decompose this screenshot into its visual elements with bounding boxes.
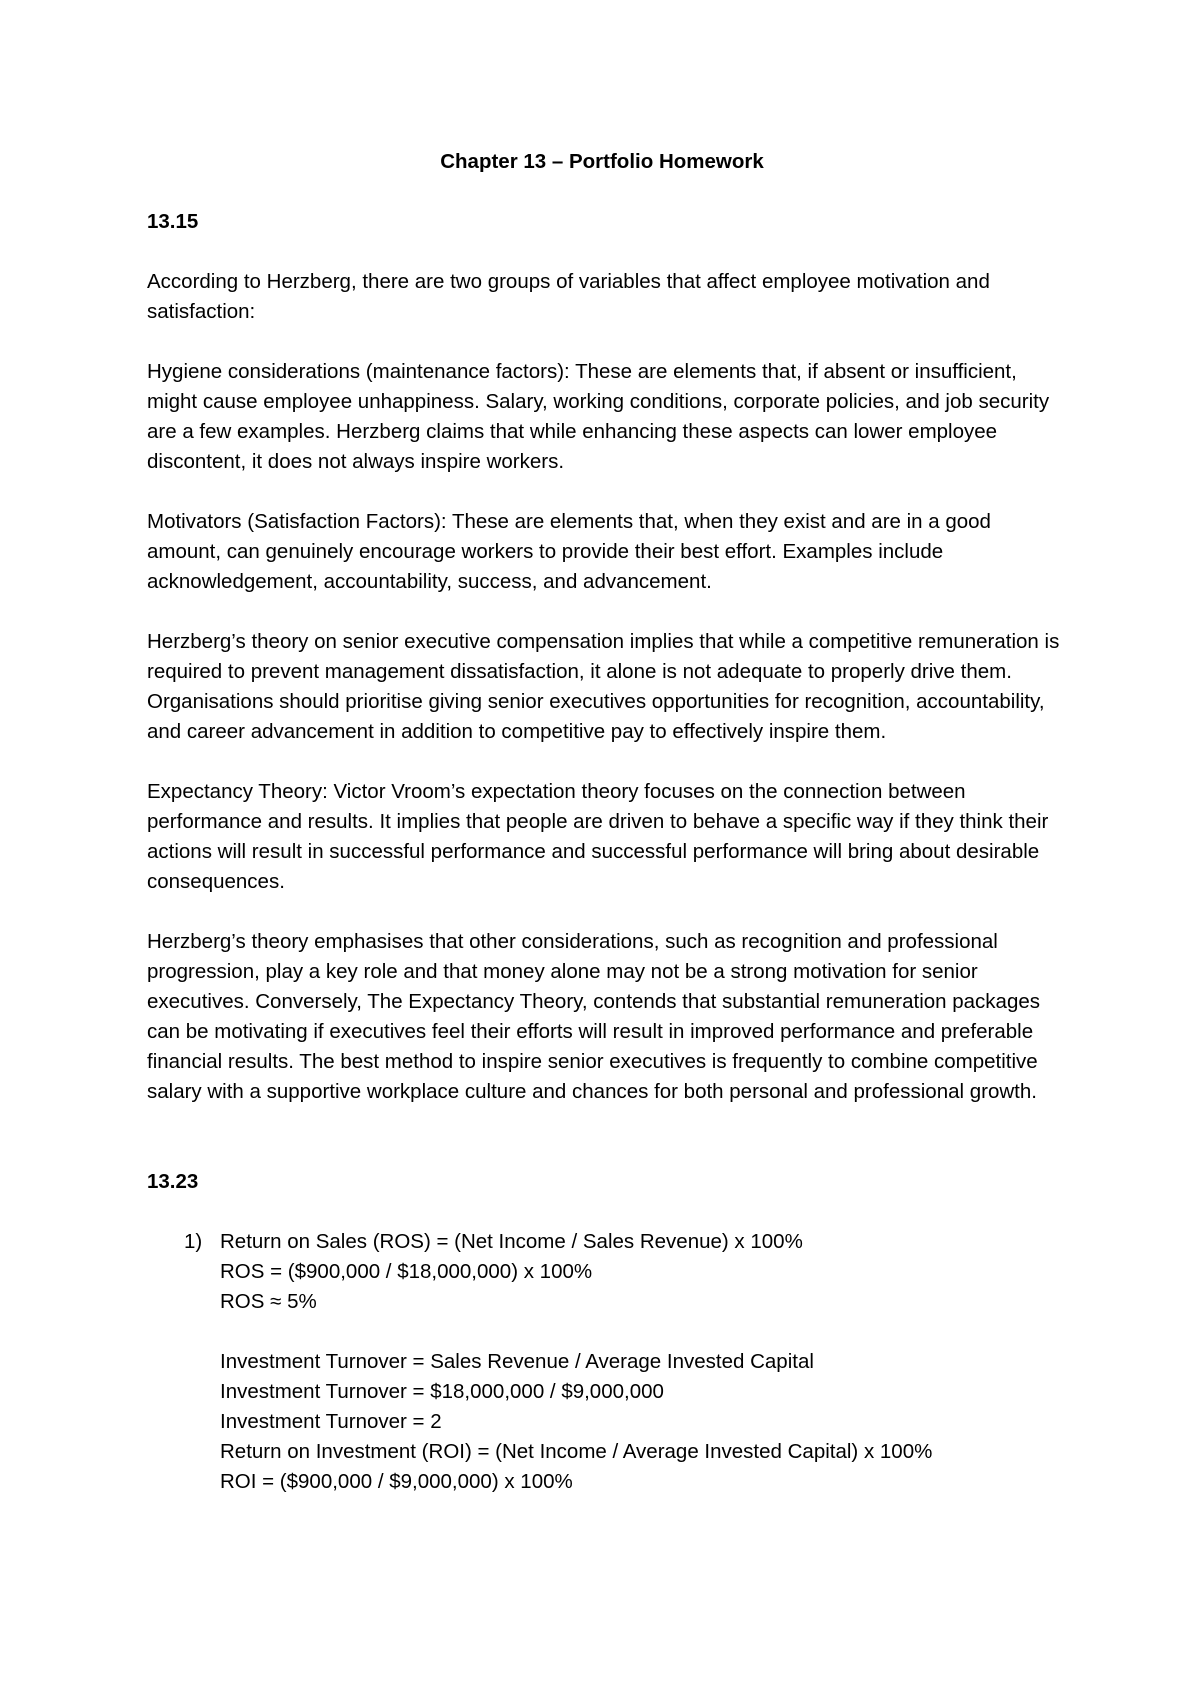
paragraph-intro: According to Herzberg, there are two groups of variables that affect employee motivation and satisfaction:: [147, 270, 990, 323]
section-number-13-15: 13.15: [147, 210, 199, 233]
list-item: [147, 1227, 1067, 1497]
calc-ros: ROS = ($900,000 / $18,000,000) x 100%: [220, 1260, 593, 1283]
formula-ros: Return on Sales (ROS) = (Net Income / Sales Revenue) x 100%: [220, 1230, 803, 1253]
formula-roi: Return on Investment (ROI) = (Net Income / Average Invested Capital) x 100%: [220, 1440, 933, 1463]
list-marker: 1): [184, 1230, 203, 1253]
paragraph-expectancy-theory: Expectancy Theory: Victor Vroom’s expectation theory focuses on the connection between performance and results. It implies that people are driven to behave a specific way if they think their actions will result in successful performance and successful performance will bring about desirable consequences.: [147, 780, 1049, 893]
calculation-list: [147, 1227, 1067, 1497]
paragraph-executive-compensation: Herzberg’s theory on senior executive compensation implies that while a competitive remuneration is required to prevent management dissatisfaction, it alone is not adequate to properly drive them. Organisations should prioritise giving senior executives opportunities for recognition, accountability, and career advancement in addition to competitive pay to effectively inspire them.: [147, 630, 1060, 743]
formula-investment-turnover: Investment Turnover = Sales Revenue / Average Invested Capital: [220, 1350, 814, 1373]
blank-line: [220, 1317, 1067, 1347]
result-ros: ROS ≈ 5%: [220, 1290, 317, 1313]
section-number-13-23: 13.23: [147, 1170, 199, 1193]
document-title: Chapter 13 – Portfolio Homework: [440, 150, 764, 173]
paragraph-motivators: Motivators (Satisfaction Factors): These are elements that, when they exist and are in a good amount, can genuinely encourage workers to provide their best effort. Examples include acknowledgement, accountability, success, and advancement.: [147, 510, 991, 593]
calc-investment-turnover: Investment Turnover = $18,000,000 / $9,000,000: [220, 1380, 664, 1403]
paragraph-comparison: Herzberg’s theory emphasises that other considerations, such as recognition and professional progression, play a key role and that money alone may not be a strong motivation for senior executives. Conversely, The Expectancy Theory, contends that substantial remuneration packages can be motivating if executives feel their efforts will result in improved performance and preferable financial results. The best method to inspire senior executives is frequently to combine competitive salary with a supportive workplace culture and chances for both personal and professional growth.: [147, 930, 1041, 1103]
section-spacer: [147, 1137, 1067, 1167]
paragraph-hygiene-factors: Hygiene considerations (maintenance factors): These are elements that, if absent or insufficient, might cause employee unhappiness. Salary, working conditions, corporate policies, and job security are a few examples. Herzberg claims that while enhancing these aspects can lower employee discontent, it does not always inspire workers.: [147, 360, 1050, 473]
document-body: [147, 147, 1067, 1497]
result-investment-turnover: Investment Turnover = 2: [220, 1410, 442, 1433]
calc-roi: ROI = ($900,000 / $9,000,000) x 100%: [220, 1470, 573, 1493]
